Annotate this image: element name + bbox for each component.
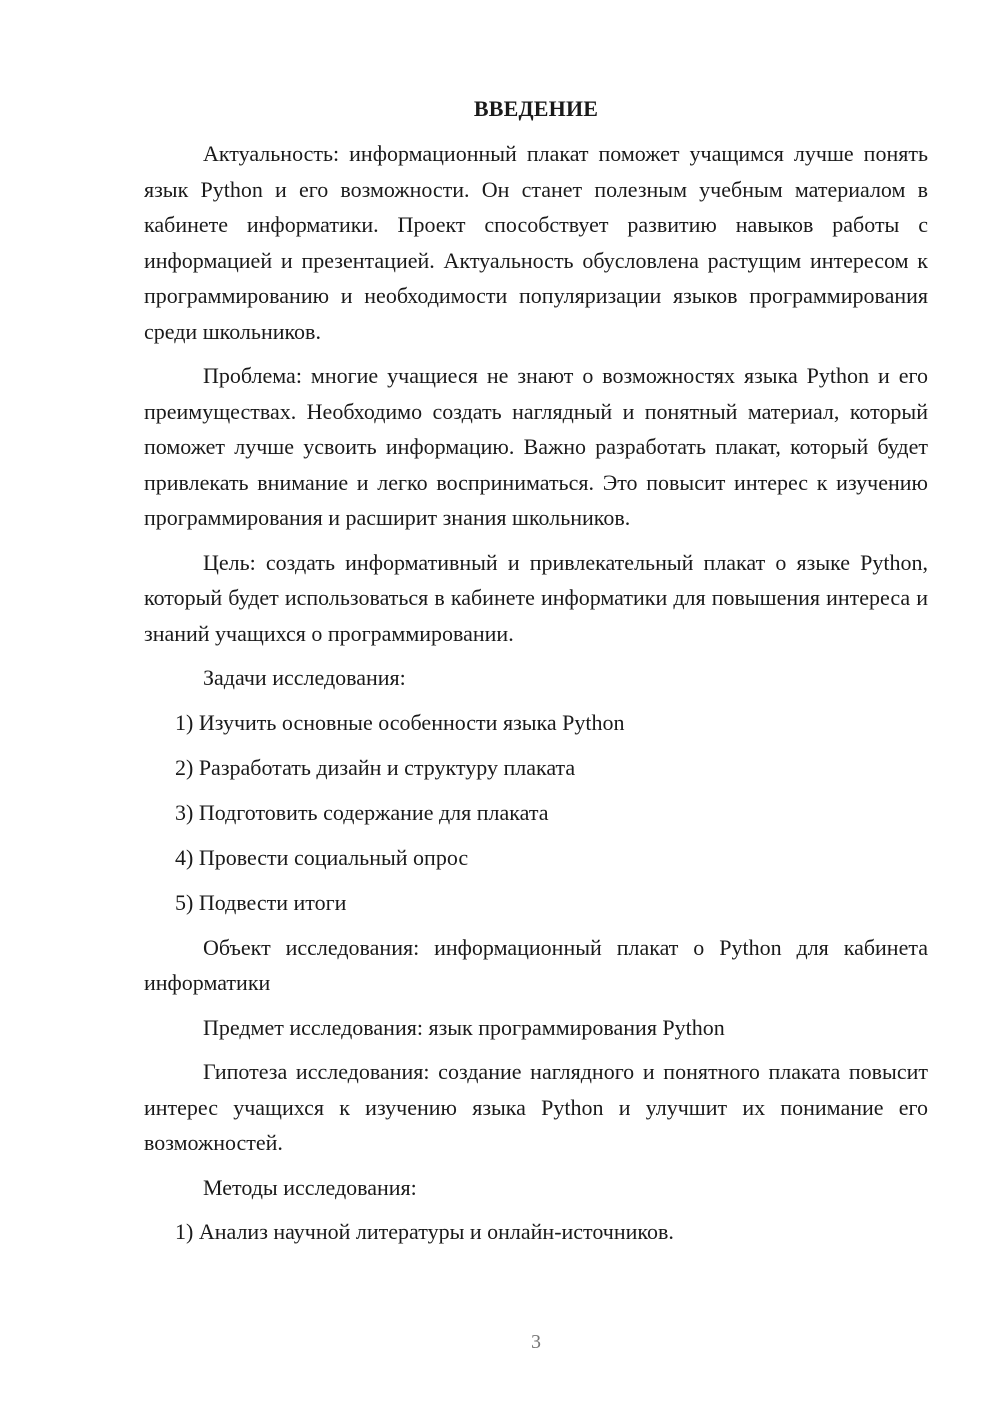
tasks-list — [144, 705, 928, 921]
section-heading: ВВЕДЕНИЕ — [473, 96, 599, 121]
task-item-2: 2) Разработать дизайн и структуру плаката — [175, 754, 576, 780]
subject-paragraph: Предмет исследования: язык программирования Python — [203, 1014, 725, 1040]
goal-paragraph: Цель: создать информативный и привлекательный плакат о языке Python, который будет использоваться в кабинете информатики для повышения интереса и знаний учащихся о программировании. — [144, 549, 928, 646]
hypothesis-paragraph: Гипотеза исследования: создание наглядного и понятного плаката повысит интерес учащихся к изучению языка Python и улучшит их понимание его возможностей. — [144, 1059, 928, 1155]
object-paragraph: Объект исследования: информационный плакат о Python для кабинета информатики — [144, 934, 928, 995]
task-item-5: 5) Подвести итоги — [175, 889, 347, 915]
methods-list — [144, 1214, 928, 1250]
problem-paragraph: Проблема: многие учащиеся не знают о возможностях языка Python и его преимуществах. Необходимо создать наглядный и понятный материал, который поможет лучше усвоить информацию. Важно разработать плакат, который будет привлекать внимание и легко восприниматься. Это повысит интерес к изучению программирования и расширит знания школьников. — [144, 363, 928, 530]
task-item-1: 1) Изучить основные особенности языка Python — [175, 709, 625, 735]
methods-heading: Методы исследования: — [203, 1174, 417, 1200]
relevance-paragraph: Актуальность: информационный плакат поможет учащимся лучше понять язык Python и его возможности. Он станет полезным учебным материалом в кабинете информатики. Проект способствует развитию навыков работы с информацией и презентацией. Актуальность обусловлена растущим интересом к программированию и необходимости популяризации языков программирования среди школьников. — [144, 141, 928, 344]
page-number: 3 — [531, 1331, 541, 1353]
task-item-4: 4) Провести социальный опрос — [175, 844, 469, 870]
task-item-3: 3) Подготовить содержание для плаката — [175, 799, 549, 825]
tasks-heading: Задачи исследования: — [203, 665, 406, 690]
method-item-1: 1) Анализ научной литературы и онлайн-источников. — [175, 1219, 674, 1244]
document-page — [144, 96, 928, 1259]
